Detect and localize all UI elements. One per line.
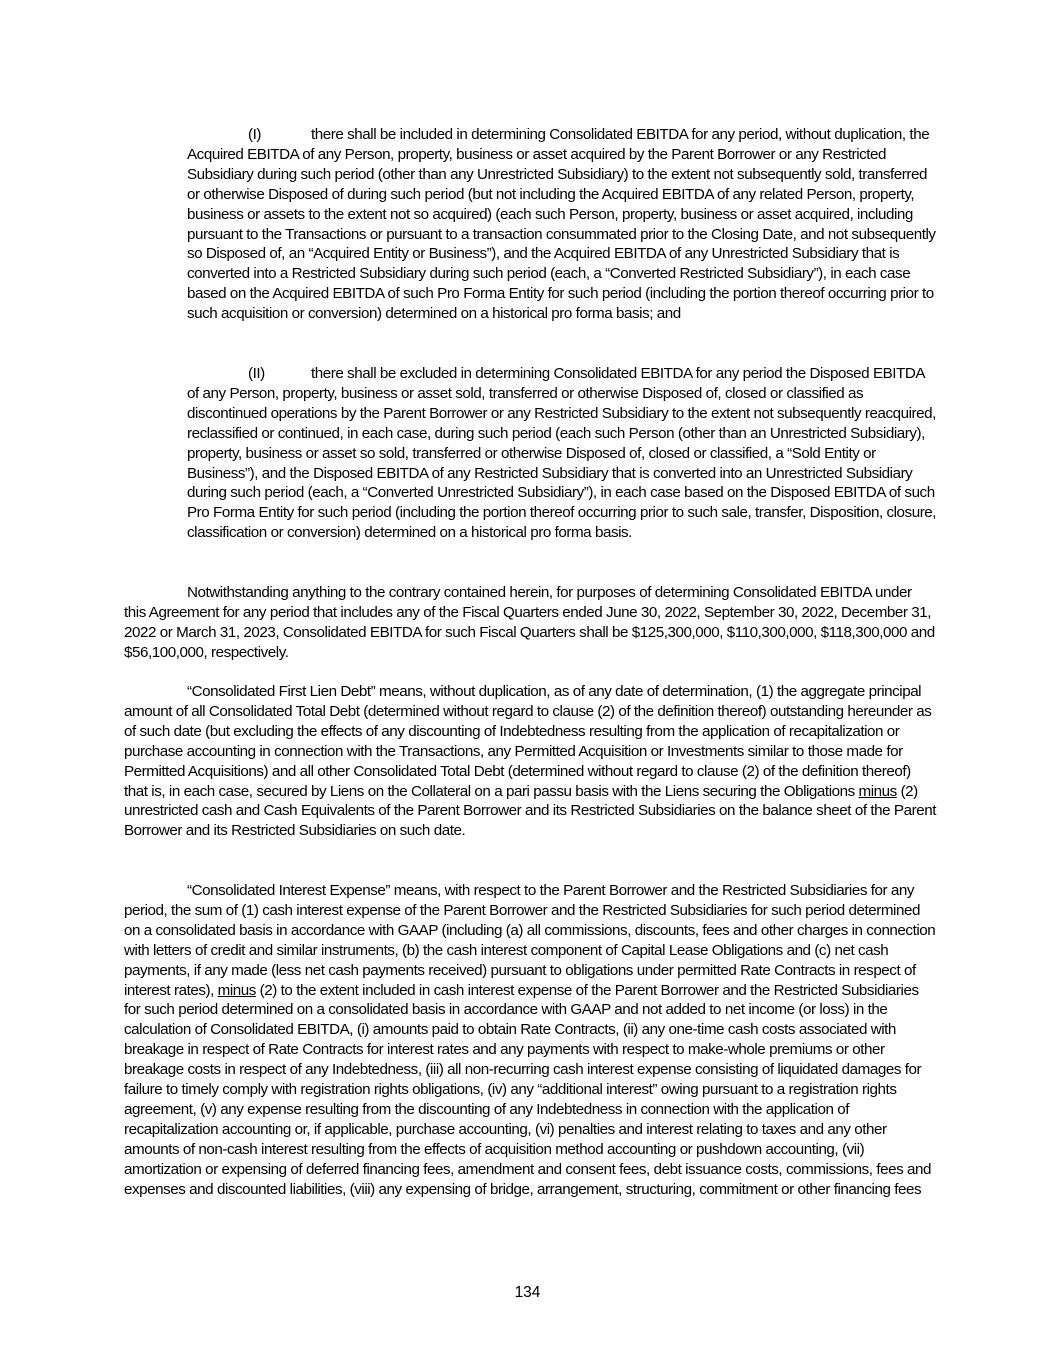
clause-i-text: there shall be included in determining Consolidated EBITDA for any period, without duplication, the Acquired EBITDA of any Person, property, business or asset acquired by the Parent Borrower or any Restricted Subsidiary during such period (other than any Unrestricted Subsidiary) to the extent not subsequently sold, transferred or otherwise Disposed of during such period (but not including the Acquired EBITDA of any related Person, property, business or assets to the extent not so acquired) (each such Person, property, business or asset acquired, including pursuant to the Transactions or pursuant to a transaction consummated prior to the Closing Date, and not subsequently so Disposed of, an “Acquired Entity or Business”), and the Acquired EBITDA of any Unrestricted Subsidiary that is converted into a Restricted Subsidiary during such period (each, a “Converted Restricted Subsidiary”), in each case based on the Acquired EBITDA of such Pro Forma Entity for such period (including the portion thereof occurring prior to such acquisition or conversion) determined on a historical pro forma basis; and <box>187 126 936 323</box>
notwithstanding-paragraph: Notwithstanding anything to the contrary contained herein, for purposes of determining Consolidated EBITDA under this Agreement for any period that includes any of the Fiscal Quarters ended June 30, 2022, September 30, 2022, December 31, 2022 or March 31, 2023, Consolidated EBITDA for such Fiscal Quarters shall be $125,300,000, $110,300,000, $118,300,000 and $56,100,000, respectively. <box>124 584 935 661</box>
clause-ii-number: (II) <box>248 365 265 382</box>
interest-expense-text-part2: (2) to the extent included in cash interest expense of the Parent Borrower and the Restricted Subsidiaries for such period determined on a consolidated basis in accordance with GAAP and not added to net income (or loss) in the calculation of Consolidated EBITDA, (i) amounts paid to obtain Rate Contracts, (ii) any one-time cash costs associated with breakage in respect of Rate Contracts for interest rates and any payments with respect to make-whole premiums or other breakage costs in respect of any Indebtedness, (iii) all non-recurring cash interest expense consisting of liquidated damages for failure to timely comply with registration rights obligations, (iv) any “additional interest” owing pursuant to a registration rights agreement, (v) any expense resulting from the discounting of any Indebtedness in connection with the application of recapitalization accounting or, if applicable, purchase accounting, (vi) penalties and interest relating to taxes and any other amounts of non-cash interest resulting from the effects of acquisition method accounting or pushdown accounting, (vii) amortization or expensing of deferred financing fees, amendment and consent fees, debt issuance costs, commissions, fees and expenses and discounted liabilities, (viii) any expensing of bridge, arrangement, structuring, commitment or other financing fees <box>124 981 931 1198</box>
page-number: 134 <box>514 1284 541 1301</box>
first-lien-text-part1: “Consolidated First Lien Debt” means, without duplication, as of any date of determination, (1) the aggregate principal amount of all Consolidated Total Debt (determined without regard to clause (2) of the definition thereof) outstanding hereunder as of such date (but excluding the effects of any discounting of Indebtedness resulting from the application of recapitalization or purchase accounting in connection with the Transactions, any Permitted Acquisition or Investments similar to those made for Permitted Acquisitions) and all other Consolidated Total Debt (determined without regard to clause (2) of the definition thereof) that is, in each case, secured by Liens on the Collateral on a pari passu basis with the Liens securing the Obligations <box>124 683 932 800</box>
first-lien-text-part2: (2) unrestricted cash and Cash Equivalents of the Parent Borrower and its Restricted Subsidiaries on the balance sheet of the Parent Borrower and its Restricted Subsidiaries on such date. <box>124 782 936 840</box>
first-lien-minus: minus <box>858 782 897 800</box>
interest-expense-definition <box>124 881 936 1200</box>
first-lien-debt-definition <box>124 682 936 841</box>
interest-expense-text-part1: “Consolidated Interest Expense” means, with respect to the Parent Borrower and the Restricted Subsidiaries for any period, the sum of (1) cash interest expense of the Parent Borrower and the Restricted Subsidiaries for such period determined on a consolidated basis in accordance with GAAP (including (a) all commissions, discounts, fees and other charges in connection with letters of credit and similar instruments, (b) the cash interest component of Capital Lease Obligations and (c) net cash payments, if any made (less net cash payments received) pursuant to obligations under permitted Rate Contracts in respect of interest rates), <box>124 882 936 999</box>
clause-ii-text: there shall be excluded in determining Consolidated EBITDA for any period the Disposed EBITDA of any Person, property, business or asset sold, transferred or otherwise Disposed of, closed or classified as discontinued operations by the Parent Borrower or any Restricted Subsidiary to the extent not subsequently reacquired, reclassified or continued, in each case, during such period (each such Person (other than an Unrestricted Subsidiary), property, business or asset so sold, transferred or otherwise Disposed of, closed or classified, a “Sold Entity or Business”), and the Disposed EBITDA of any Restricted Subsidiary that is converted into an Unrestricted Subsidiary during such period (each, a “Converted Unrestricted Subsidiary”), in each case based on the Disposed EBITDA of such Pro Forma Entity for such period (including the portion thereof occurring prior to such sale, transfer, Disposition, closure, classification or conversion) determined on a historical pro forma basis. <box>187 365 937 542</box>
clause-ii-paragraph <box>187 364 937 543</box>
clause-i-number: (I) <box>248 126 261 143</box>
clause-i-paragraph <box>187 125 937 324</box>
interest-expense-minus: minus <box>217 981 256 999</box>
